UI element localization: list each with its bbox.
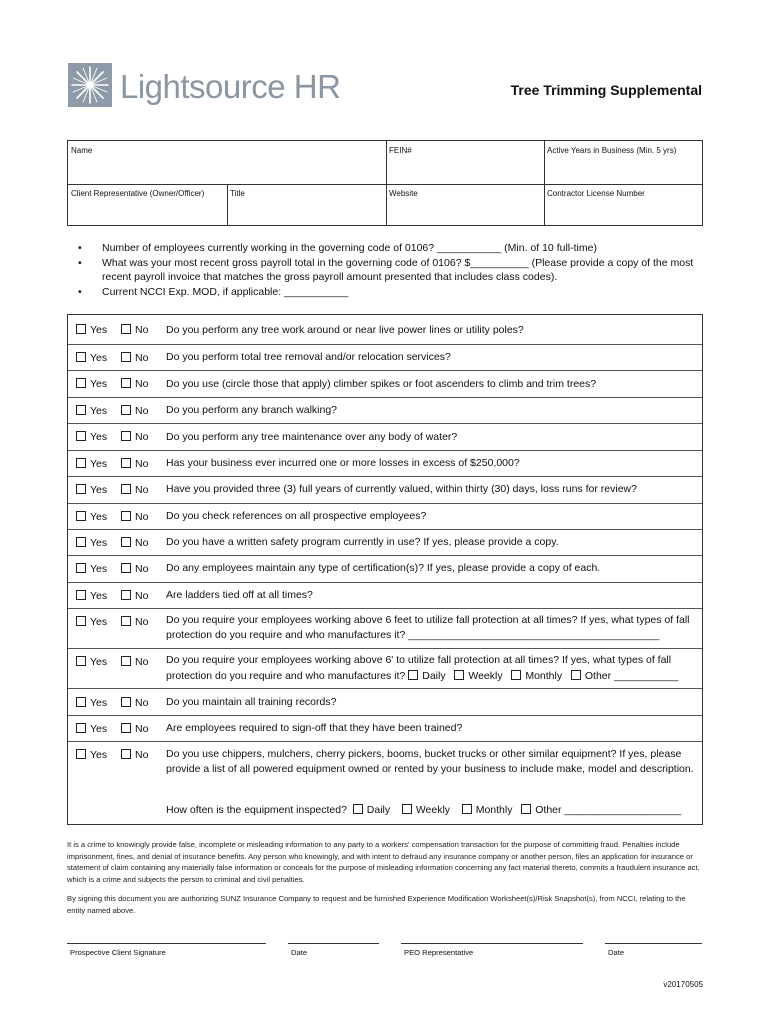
signature-line[interactable] <box>67 943 266 944</box>
question-text: Has your business ever incurred one or more losses in excess of $250,000? <box>166 457 520 469</box>
yes-option[interactable]: Yes <box>76 697 107 709</box>
no-option[interactable]: No <box>121 656 148 668</box>
checkbox-icon[interactable] <box>121 458 131 468</box>
no-option[interactable]: No <box>121 697 148 709</box>
checkbox-icon[interactable] <box>121 590 131 600</box>
question-row <box>68 503 702 530</box>
checkbox-icon[interactable] <box>121 537 131 547</box>
logo-mark <box>68 63 112 107</box>
checkbox-icon[interactable] <box>121 697 131 707</box>
question-text: Do you perform any tree work around or near live power lines or utility poles? <box>166 324 524 336</box>
question-row <box>68 450 702 477</box>
other-option[interactable]: Other ____________________ <box>521 804 681 816</box>
yes-option[interactable]: Yes <box>76 324 107 336</box>
no-option[interactable]: No <box>121 484 148 496</box>
question-text: Do you perform any tree maintenance over any body of water? <box>166 431 458 443</box>
checkbox-icon[interactable] <box>76 616 86 626</box>
no-option[interactable]: No <box>121 511 148 523</box>
yes-option[interactable]: Yes <box>76 458 107 470</box>
license-label: Contractor License Number <box>547 189 645 198</box>
monthly-option[interactable]: Monthly <box>462 804 513 816</box>
question-text: Have you provided three (3) full years of currently valued, within thirty (30) days, loss runs for review? <box>166 483 637 495</box>
version-label: v20170505 <box>663 980 703 989</box>
active-years-field[interactable] <box>544 141 702 184</box>
yes-option[interactable]: Yes <box>76 723 107 735</box>
peo-label: PEO Representative <box>404 948 474 957</box>
checkbox-icon[interactable] <box>121 324 131 334</box>
yes-option[interactable]: Yes <box>76 616 107 628</box>
checkbox-icon[interactable] <box>76 537 86 547</box>
fein-label: FEIN# <box>389 146 412 155</box>
checkbox-icon[interactable] <box>511 670 521 680</box>
question-row <box>68 476 702 504</box>
checkbox-icon[interactable] <box>454 670 464 680</box>
checkbox-icon[interactable] <box>76 458 86 468</box>
no-option[interactable]: No <box>121 458 148 470</box>
no-option[interactable]: No <box>121 352 148 364</box>
no-option[interactable]: No <box>121 723 148 735</box>
question-row <box>68 741 702 825</box>
starburst-icon <box>68 63 112 107</box>
question-text: Do you have a written safety program currently in use? If yes, please provide a copy. <box>166 536 559 548</box>
checkbox-icon[interactable] <box>121 511 131 521</box>
client-rep-field[interactable] <box>68 184 227 225</box>
checkbox-icon[interactable] <box>76 484 86 494</box>
question-row <box>68 397 702 424</box>
checkbox-icon[interactable] <box>76 590 86 600</box>
checkbox-icon[interactable] <box>353 804 363 814</box>
checkbox-icon[interactable] <box>76 324 86 334</box>
checkbox-icon[interactable] <box>76 405 86 415</box>
title-label: Title <box>230 189 245 198</box>
name-label: Name <box>71 146 93 155</box>
fraud-warning: It is a crime to knowingly provide false, incomplete or misleading information to any party to a workers' compensation transaction for the purpose of committing fraud. Penalties include imprisonment, fines, and denial of insurance benefits. Any person who knowingly, and with intent to defraud any insurance company or another person, files an application for insurance or statement of claim containing any materially false information or conceals for the purpose of misleading information concerning any fact material thereto, commits a fraudulent insurance act, which is a crime and subjects the person to criminal and civil penalties. <box>67 840 700 884</box>
no-option[interactable]: No <box>121 616 148 628</box>
checkbox-icon[interactable] <box>76 563 86 573</box>
question-text: Do any employees maintain any type of certification(s)? If yes, please provide a copy of each. <box>166 562 601 574</box>
checkbox-icon[interactable] <box>76 378 86 388</box>
daily-option[interactable]: Daily <box>408 670 445 682</box>
checkbox-icon[interactable] <box>121 405 131 415</box>
yes-option[interactable]: Yes <box>76 656 107 668</box>
title-field[interactable] <box>227 184 386 225</box>
question-text: Are employees required to sign-off that they have been trained? <box>166 722 463 734</box>
question-row <box>68 608 702 649</box>
question-row <box>68 715 702 742</box>
question-row <box>68 529 702 556</box>
bullet-item: • Current NCCI Exp. MOD, if applicable: ___________ <box>78 285 698 300</box>
question-row <box>68 423 702 451</box>
bullet-list <box>78 241 698 299</box>
fein-field[interactable] <box>386 141 544 184</box>
question-row <box>68 688 702 716</box>
checkbox-icon[interactable] <box>76 431 86 441</box>
question-text: Do you maintain all training records? <box>166 696 337 708</box>
logo-text: Lightsource HR <box>120 68 341 105</box>
no-option[interactable]: No <box>121 324 148 336</box>
client-rep-label: Client Representative (Owner/Officer) <box>71 189 205 198</box>
no-option[interactable]: No <box>121 378 148 390</box>
checkbox-icon[interactable] <box>121 749 131 759</box>
question-text: Do you require your employees working above 6 feet to utilize fall protection at all times? If yes, what types of fall protection do you require and who manufactures it? ___________________________________________ <box>166 614 690 641</box>
date-line[interactable] <box>288 943 379 944</box>
weekly-option[interactable]: Weekly <box>402 804 450 816</box>
yes-option[interactable]: Yes <box>76 352 107 364</box>
checkbox-icon[interactable] <box>571 670 581 680</box>
checkbox-icon[interactable] <box>408 670 418 680</box>
no-option[interactable]: No <box>121 537 148 549</box>
checkbox-icon[interactable] <box>121 484 131 494</box>
checkbox-icon[interactable] <box>462 804 472 814</box>
yes-option[interactable]: Yes <box>76 749 107 761</box>
checkbox-icon[interactable] <box>402 804 412 814</box>
question-text <box>166 653 696 684</box>
yes-option[interactable]: Yes <box>76 431 107 443</box>
questions-table <box>67 314 703 825</box>
checkbox-icon[interactable] <box>76 352 86 362</box>
question-text: Do you check references on all prospective employees? <box>166 510 427 522</box>
checkbox-icon[interactable] <box>121 656 131 666</box>
yes-option[interactable]: Yes <box>76 405 107 417</box>
license-field[interactable] <box>544 184 702 225</box>
info-grid <box>67 140 703 226</box>
yes-option[interactable]: Yes <box>76 484 107 496</box>
no-option[interactable]: No <box>121 590 148 602</box>
question-text: Are ladders tied off at all times? <box>166 589 313 601</box>
page-title: Tree Trimming Supplemental <box>510 82 702 98</box>
date-line[interactable] <box>605 943 702 944</box>
checkbox-icon[interactable] <box>121 352 131 362</box>
yes-option[interactable]: Yes <box>76 563 107 575</box>
question-text: Do you perform total tree removal and/or relocation services? <box>166 351 451 363</box>
yes-option[interactable]: Yes <box>76 537 107 549</box>
checkbox-icon[interactable] <box>521 804 531 814</box>
inspect-question: How often is the equipment inspected? <box>166 804 347 816</box>
question-text-body: Do you require your employees working above 6' to utilize fall protection at all times? If yes, what types of fall protection do you require and who manufactures it? <box>166 654 672 682</box>
question-row <box>68 648 702 689</box>
date-label: Date <box>608 948 625 957</box>
active-years-label: Active Years in Business (Min. 5 yrs) <box>547 146 677 155</box>
checkbox-icon[interactable] <box>121 616 131 626</box>
checkbox-icon[interactable] <box>76 656 86 666</box>
yes-option[interactable]: Yes <box>76 590 107 602</box>
checkbox-icon[interactable] <box>121 563 131 573</box>
question-row <box>68 315 702 344</box>
other-option[interactable]: Other ___________ <box>571 670 678 682</box>
checkbox-icon[interactable] <box>76 697 86 707</box>
daily-option[interactable]: Daily <box>353 804 390 816</box>
website-field[interactable] <box>386 184 544 225</box>
yes-option[interactable]: Yes <box>76 378 107 390</box>
no-option[interactable]: No <box>121 405 148 417</box>
checkbox-icon[interactable] <box>76 749 86 759</box>
client-signature-label: Prospective Client Signature <box>70 948 166 957</box>
question-row <box>68 582 702 609</box>
checkbox-icon[interactable] <box>121 431 131 441</box>
question-text: Do you use (circle those that apply) climber spikes or foot ascenders to climb and trim trees? <box>166 378 597 390</box>
inspection-frequency <box>166 803 696 818</box>
checkbox-icon[interactable] <box>121 723 131 733</box>
question-row <box>68 555 702 583</box>
authorization-statement: By signing this document you are authorizing SUNZ Insurance Company to request and be furnished Experience Modification Worksheet(s)/Risk Snapshot(s), from NCCI, relating to the entity named above. <box>67 894 686 915</box>
website-label: Website <box>389 189 418 198</box>
peo-signature-line[interactable] <box>401 943 583 944</box>
bullet-item: • What was your most recent gross payroll total in the governing code of 0106? $__________ (Please provide a copy of the most recent payroll invoice that matches the gross payroll amount presented that includes class codes). <box>78 256 698 285</box>
no-option[interactable]: No <box>121 749 148 761</box>
weekly-option[interactable]: Weekly <box>454 670 502 682</box>
question-row <box>68 344 702 371</box>
monthly-option[interactable]: Monthly <box>511 670 562 682</box>
name-field[interactable] <box>68 141 386 184</box>
question-text: Do you perform any branch walking? <box>166 404 338 416</box>
bullet-item: • Number of employees currently working in the governing code of 0106? ___________ (Min. of 10 full-time) <box>78 241 698 256</box>
yes-option[interactable]: Yes <box>76 511 107 523</box>
checkbox-icon[interactable] <box>76 511 86 521</box>
no-option[interactable]: No <box>121 431 148 443</box>
checkbox-icon[interactable] <box>121 378 131 388</box>
date-label: Date <box>291 948 308 957</box>
no-option[interactable]: No <box>121 563 148 575</box>
checkbox-icon[interactable] <box>76 723 86 733</box>
question-row <box>68 370 702 398</box>
question-text: Do you use chippers, mulchers, cherry pickers, booms, bucket trucks or other similar equipment? If yes, please provide a list of all powered equipment owned or rented by your business to include make, model and description. <box>166 748 694 775</box>
